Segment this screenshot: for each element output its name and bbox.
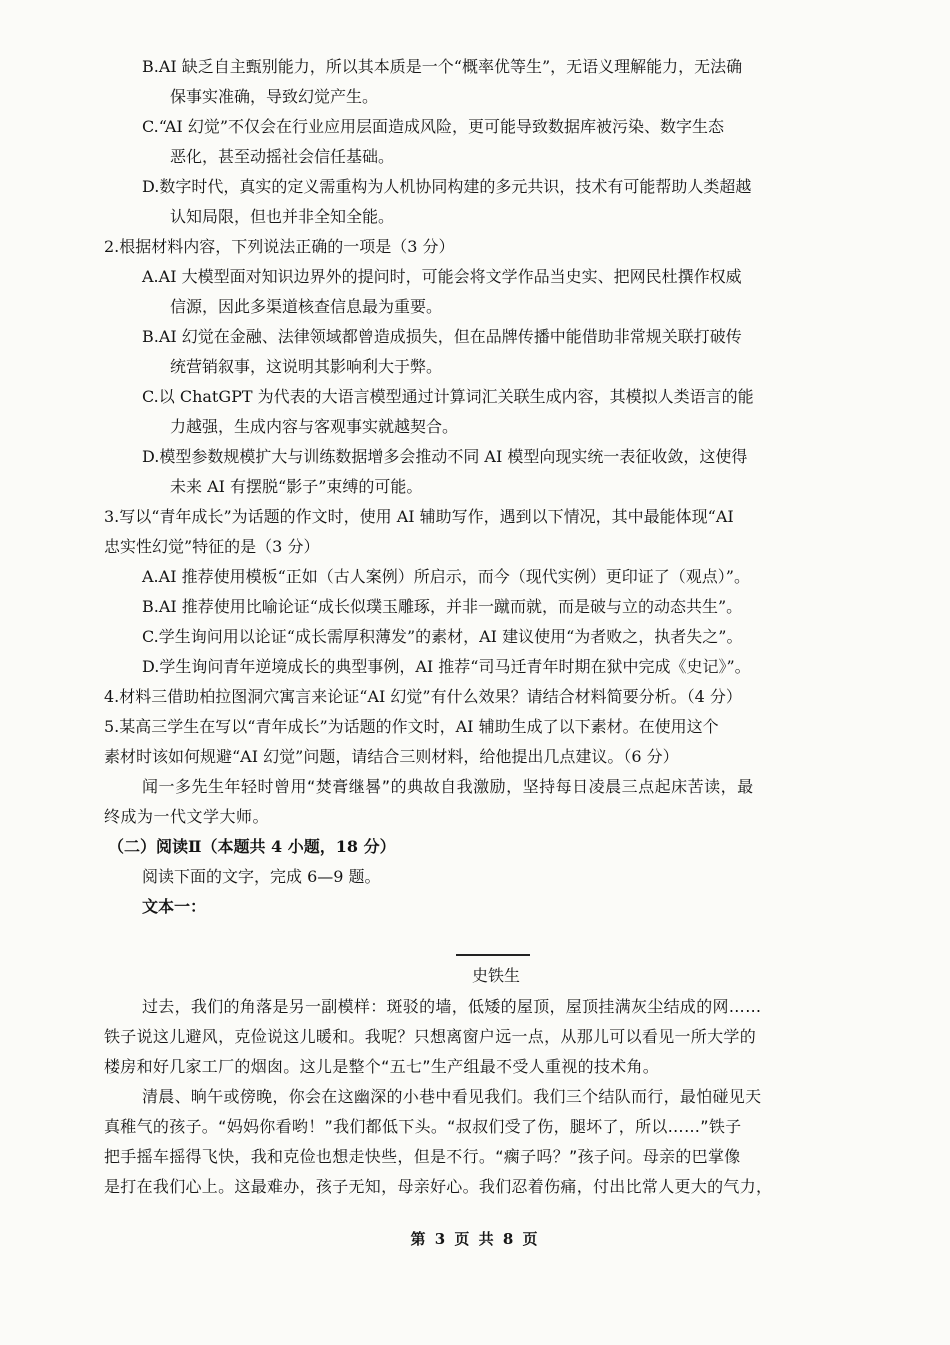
material-text: 闻一多先生年轻时曾用“焚膏继晷”的典故自我激励，坚持每日凌晨三点起床苦读，最 — [142, 777, 754, 796]
section-heading: （二）阅读Ⅱ（本题共 4 小题，18 分） — [108, 837, 396, 856]
option-c: C.学生询问用以论证“成长需厚积薄发”的素材，AI 建议使用“为者败之，执者失之”。 — [142, 627, 743, 646]
option-text: C.“AI 幻觉”不仅会在行业应用层面造成风险，更可能导致数据库被污染、数字生态 — [142, 117, 725, 136]
option-c: C.以 ChatGPT 为代表的大语言模型通过计算词汇关联生成内容，其模拟人类语言的能 — [142, 387, 754, 406]
text-label: 文本一： — [142, 897, 207, 916]
option-text: 恶化，甚至动摇社会信任基础。 — [170, 147, 395, 166]
story-paragraph-2 — [104, 1082, 850, 1202]
option-text: B.AI 缺乏自主甄别能力，所以其本质是一个“概率优等生”，无语义理解能力，无法确 — [142, 57, 743, 76]
story-paragraph-1 — [104, 992, 850, 1082]
page-footer: 第 3 页 共 8 页 — [410, 1230, 540, 1248]
option-text: 保事实准确，导致幻觉产生。 — [170, 87, 379, 106]
paragraph-line: 是打在我们心上。这最难办，孩子无知，母亲好心。我们忍着伤痛，付出比常人更大的气力， — [104, 1177, 773, 1196]
section-instruction: 阅读下面的文字，完成 6—9 题。 — [142, 867, 381, 886]
author-name: 史铁生 — [472, 966, 521, 985]
option-c — [104, 112, 850, 172]
question-3 — [104, 502, 850, 682]
paragraph-line: 铁子说这儿避风，克俭说这儿暖和。我呢？只想离窗户远一点，从那儿可以看见一所大学的 — [104, 1027, 757, 1046]
option-text: D.数字时代，真实的定义需重构为人机协同构建的多元共识，技术有可能帮助人类超越 — [142, 177, 752, 196]
paragraph-line: 过去，我们的角落是另一副模样：斑驳的墙，低矮的屋顶，屋顶挂满灰尘结成的网…… — [142, 997, 762, 1016]
option-text: 信源，因此多渠道核查信息最为重要。 — [170, 297, 443, 316]
option-b: B.AI 幻觉在金融、法律领域都曾造成损失，但在品牌传播中能借助非常规关联打破传 — [142, 327, 742, 346]
option-b — [104, 52, 850, 112]
option-d: D.模型参数规模扩大与训练数据增多会推动不同 AI 模型向现实统一表征收敛，这使得 — [142, 447, 748, 466]
question-stem: 忠实性幻觉”特征的是（3 分） — [104, 537, 320, 556]
question-5 — [104, 712, 850, 832]
material-text: 终成为一代文学大师。 — [104, 807, 270, 826]
question-stem: 2.根据材料内容，下列说法正确的一项是（3 分） — [104, 237, 455, 256]
option-b: B.AI 推荐使用比喻论证“成长似璞玉雕琢，并非一蹴而就，而是破与立的动态共生”。 — [142, 597, 743, 616]
option-a: A.AI 大模型面对知识边界外的提问时，可能会将文学作品当史实、把网民杜撰作权威 — [142, 267, 742, 286]
paragraph-line: 把手摇车摇得飞快，我和克俭也想走快些，但是不行。“瘸子吗？”孩子问。母亲的巴掌像 — [104, 1147, 741, 1166]
paragraph-line: 清晨、晌午或傍晚，你会在这幽深的小巷中看见我们。我们三个结队而行，最怕碰见天 — [142, 1087, 762, 1106]
question-stem: 3.写以“青年成长”为话题的作文时，使用 AI 辅助写作，遇到以下情况，其中最能体现“AI — [104, 507, 734, 526]
option-text: 认知局限，但也并非全知全能。 — [170, 207, 395, 226]
paragraph-line: 真稚气的孩子。“妈妈你看哟！”我们都低下头。“叔叔们受了伤，腿坏了，所以……”铁子 — [104, 1117, 742, 1136]
option-text: 统营销叙事，这说明其影响利大于弊。 — [170, 357, 443, 376]
q1-options — [104, 52, 850, 232]
question-stem: 素材时该如何规避“AI 幻觉”问题，请结合三则材料，给他提出几点建议。（6 分） — [104, 747, 679, 766]
question-2 — [104, 232, 850, 502]
option-d: D.学生询问青年逆境成长的典型事例，AI 推荐“司马迁青年时期在狱中完成《史记》”。 — [142, 657, 751, 676]
question-4: 4.材料三借助柏拉图洞穴寓言来论证“AI 幻觉”有什么效果？请结合材料简要分析。（4 分） — [104, 687, 742, 706]
title-rule — [456, 954, 530, 956]
option-d — [104, 172, 850, 232]
option-text: 未来 AI 有摆脱“影子”束缚的可能。 — [170, 477, 423, 496]
paragraph-line: 楼房和好几家工厂的烟囱。这儿是整个“五七”生产组最不受人重视的技术角。 — [104, 1057, 660, 1076]
question-stem: 5.某高三学生在写以“青年成长”为话题的作文时，AI 辅助生成了以下素材。在使用这个 — [104, 717, 719, 736]
option-a: A.AI 推荐使用模板“正如（古人案例）所启示，而今（现代实例）更印证了（观点）”。 — [142, 567, 750, 586]
option-text: 力越强，生成内容与客观事实就越契合。 — [170, 417, 459, 436]
